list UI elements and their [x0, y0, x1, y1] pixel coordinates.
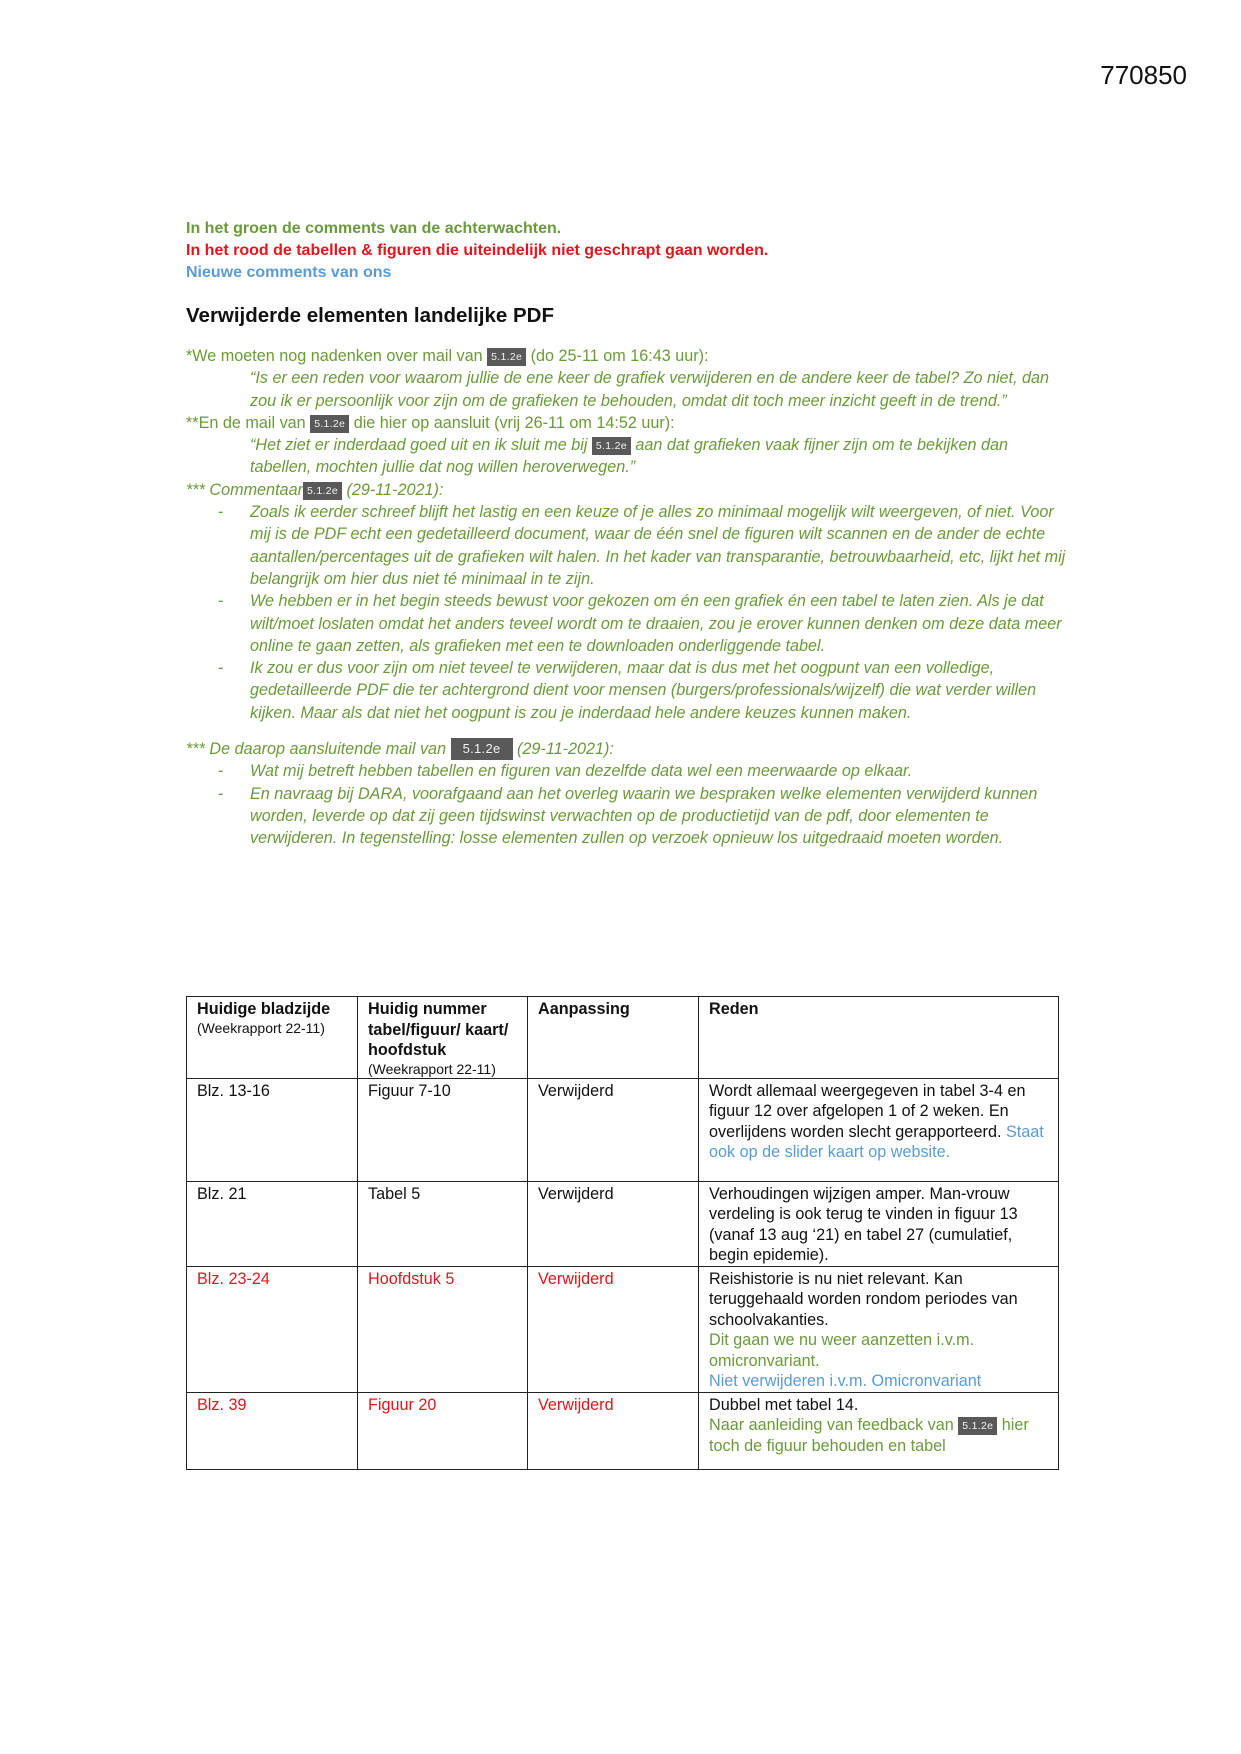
- redaction-mark: 5.1.2e: [958, 1417, 997, 1435]
- cell-reason: Wordt allemaal weergegeven in tabel 3-4 en figuur 12 over afgelopen 1 of 2 weken. En overlijdens worden slecht gerapporteerd. Staat ook op de slider kaart op website.: [699, 1078, 1059, 1181]
- mail1-intro: [186, 345, 1066, 367]
- redaction-mark: 5.1.2e: [592, 437, 631, 455]
- cell-number: Figuur 7-10: [358, 1078, 528, 1181]
- mail1-pre: *We moeten nog nadenken over mail van: [186, 347, 483, 365]
- comment1-list: [186, 501, 1066, 724]
- cell-page: Blz. 13-16: [187, 1078, 358, 1181]
- column-header-number: Huidig nummer tabel/figuur/ kaart/ hoofdstuk (Weekrapport 22-11): [358, 997, 528, 1079]
- column-header-change: Aanpassing: [528, 997, 699, 1079]
- page-title: Verwijderde elementen landelijke PDF: [186, 304, 554, 327]
- list-item: - Zoals ik eerder schreef blijft het lastig en een keuze of je alles zo minimaal mogelijk wilt weergeven, of niet. Voor mij is de PDF echt een gedetailleerd document, waar de één snel de figuren wilt scannen en de ander de echte aantallen/percentages uit de grafieken wilt halen. In het kader van transparantie, betrouwbaarheid, etc, lijkt het mij belangrijk om hier dus niet té minimaal in te zijn.: [218, 503, 1066, 588]
- table-row: [187, 1078, 1059, 1181]
- mail2-pre: **En de mail van: [186, 413, 306, 432]
- mail2-post: die hier op aansluit (vrij 26-11 om 14:52 uur):: [353, 413, 675, 432]
- cell-change: Verwijderd: [528, 1181, 699, 1266]
- mail1-quote: “Is er een reden voor waarom jullie de ene keer de grafiek verwijderen en de andere keer de tabel? Zo niet, dan zou ik er persoonlijk voor zijn om de grafieken te behouden, omdat dit toch meer inzicht geeft in de trend.”: [250, 369, 1050, 410]
- cell-number: Tabel 5: [358, 1181, 528, 1266]
- table-row: [187, 1181, 1059, 1266]
- list-item: - Ik zou er dus voor zijn om niet teveel te verwijderen, maar dat is dus met het oogpunt van een volledige, gedetailleerde PDF die ter achtergrond dient voor mensen (burgers/professionals/wijzelf) die wat verder willen kijken. Maar als dat niet het oogpunt is zou je inderdaad hele andere keuzes kunnen maken.: [218, 659, 1037, 722]
- comment1-intro: [186, 479, 1066, 501]
- redaction-mark: 5.1.2e: [487, 348, 526, 366]
- mail2-quote: [186, 434, 1066, 479]
- cell-reason: Verhoudingen wijzigen amper. Man-vrouw verdeling is ook terug te vinden in figuur 13 (vanaf 13 aug ‘21) en tabel 27 (cumulatief, begin epidemie).: [699, 1181, 1059, 1266]
- cell-number: Hoofdstuk 5: [358, 1266, 528, 1392]
- comment1-post: (29-11-2021):: [346, 480, 444, 499]
- cell-page: Blz. 23-24: [187, 1266, 358, 1392]
- table-row: [187, 1266, 1059, 1392]
- legend-red: In het rood de tabellen & figuren die uiteindelijk niet geschrapt gaan worden.: [186, 242, 769, 259]
- list-item: - We hebben er in het begin steeds bewust voor gekozen om én een grafiek én een tabel te laten zien. Als je dat wilt/moet loslaten omdat het anders teveel wordt om te draaien, zou je erover kunnen denken om deze data meer online te gaan zetten, als grafieken met een te downloaden onderliggende tabel.: [218, 592, 1062, 655]
- redaction-mark: 5.1.2e: [451, 738, 513, 760]
- table-header-row: [187, 997, 1059, 1079]
- column-header-reason: Reden: [699, 997, 1059, 1079]
- cell-change: Verwijderd: [528, 1392, 699, 1469]
- table-row: [187, 1392, 1059, 1469]
- legend-blue: Nieuwe comments van ons: [186, 264, 392, 281]
- redaction-mark: 5.1.2e: [303, 482, 342, 500]
- removed-elements-table: [186, 996, 1059, 1470]
- cell-change: Verwijderd: [528, 1078, 699, 1181]
- comment2-pre: *** De daarop aansluitende mail van: [186, 740, 447, 759]
- cell-reason: Reishistorie is nu niet relevant. Kan teruggehaald worden rondom periodes van schoolvakanties. Dit gaan we nu weer aanzetten i.v.m. omicronvariant. Niet verwijderen i.v.m. Omicronvariant: [699, 1266, 1059, 1392]
- list-item: - En navraag bij DARA, voorafgaand aan het overleg waarin we bespraken welke elementen verwijderd kunnen worden, leverde op dat zij geen tijdswinst verwachten op de productietijd van de pdf, door elementen te verwijderen. In tegenstelling: losse elementen zullen op verzoek opnieuw los uitgedraaid moeten worden.: [218, 784, 1038, 848]
- comment2-intro: [186, 738, 1066, 760]
- redaction-mark: 5.1.2e: [310, 415, 349, 433]
- comment2-list: [186, 760, 1066, 849]
- list-item: - Wat mij betreft hebben tabellen en figuren van dezelfde data wel een meerwaarde op elkaar.: [218, 762, 913, 781]
- document-number: 770850: [1100, 60, 1187, 90]
- mail2-quote-pre: “Het ziet er inderdaad goed uit en ik sluit me bij: [250, 436, 588, 455]
- mail1-post: (do 25-11 om 16:43 uur):: [530, 347, 709, 365]
- mail2-quote-post: aan dat grafieken vaak fijner zijn om te bekijken dan tabellen, mochten jullie dat nog willen heroverwegen.”: [250, 436, 1008, 477]
- column-header-page: Huidige bladzijde (Weekrapport 22-11): [187, 997, 358, 1079]
- comment1-pre: *** Commentaar: [186, 480, 303, 499]
- legend-green: In het groen de comments van de achterwachten.: [186, 220, 562, 237]
- document-body: [186, 218, 1066, 850]
- cell-change: Verwijderd: [528, 1266, 699, 1392]
- cell-reason: Dubbel met tabel 14. Naar aanleiding van feedback van 5.1.2e hier toch de figuur behouden en tabel: [699, 1392, 1059, 1469]
- cell-page: Blz. 39: [187, 1392, 358, 1469]
- mail2-intro: [186, 412, 1066, 434]
- cell-page: Blz. 21: [187, 1181, 358, 1266]
- cell-number: Figuur 20: [358, 1392, 528, 1469]
- comment2-post: (29-11-2021):: [517, 740, 614, 759]
